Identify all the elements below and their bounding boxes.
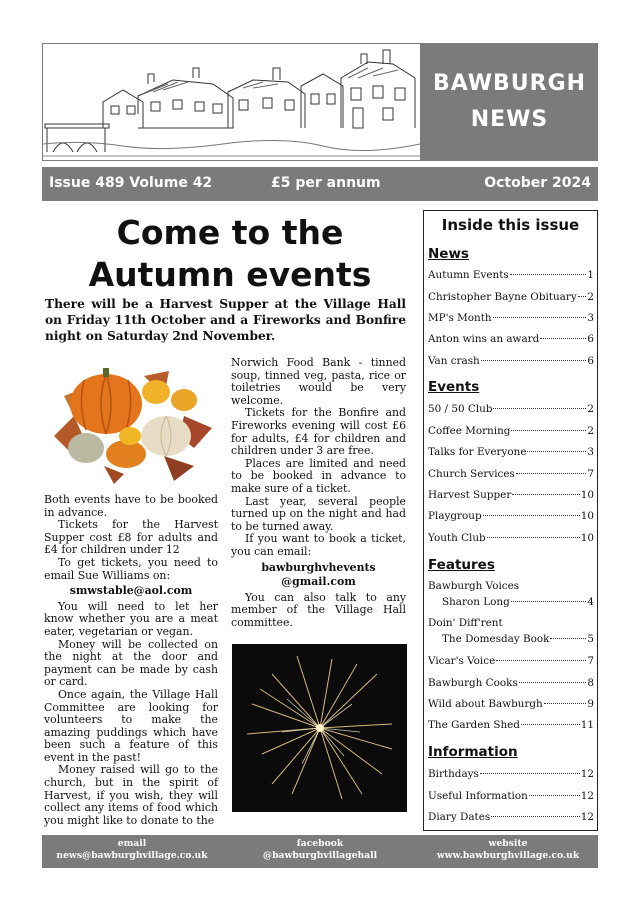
issue-number: Issue 489 Volume 42 <box>49 175 213 191</box>
col2-paragraph: You can also talk to any member of the Village Hall committee. <box>231 590 406 629</box>
col2-paragraph: Tickets for the Bonfire and Fireworks evening will cost £6 for adults, £4 for children and children under 3 are free. <box>231 406 406 458</box>
toc-heading: Inside this issue <box>441 216 580 234</box>
toc-item[interactable]: Diary Dates 12 <box>428 811 594 823</box>
col1-paragraph: To get tickets, you need to email Sue Williams on: <box>44 555 218 582</box>
masthead-title-line1: BAWBURGH <box>432 71 587 96</box>
headline-line2: Autumn events <box>88 255 372 294</box>
toc-item[interactable]: Talks for Everyone 3 <box>428 446 594 458</box>
toc-item[interactable]: Bawburgh Cooks 8 <box>428 677 594 689</box>
toc-item[interactable]: Wild about Bawburgh 9 <box>428 698 594 710</box>
col2-paragraph: Places are limited and need to be booked in advance to make sure of a ticket. <box>231 456 406 495</box>
toc-section-events: Events <box>428 379 480 395</box>
footer-email <box>52 838 212 862</box>
col1-paragraph: Both events have to be booked in advance. <box>44 493 218 519</box>
toc-item[interactable]: Harvest Supper 10 <box>428 489 594 501</box>
footer-email-label: email <box>117 838 147 849</box>
article-column-2 <box>231 357 406 629</box>
toc-item[interactable]: MP's Month 3 <box>428 312 594 324</box>
toc-section-features: Features <box>428 557 495 573</box>
inside-this-issue-box <box>423 210 598 831</box>
footer-facebook-label: facebook <box>296 838 344 849</box>
col1-paragraph: Money raised will go to the church, but in the spirit of Harvest, if you wish, they will collect any items of food which you might like to donate to the <box>44 763 218 827</box>
col1-paragraph: You will need to let her know whether you are a meat eater, vegetarian or vegan. <box>44 599 218 638</box>
masthead-title-box <box>421 43 598 161</box>
footer-facebook <box>240 838 400 862</box>
article-column-1 <box>44 494 218 827</box>
toc-item[interactable]: Playgroup 10 <box>428 510 594 522</box>
footer-website-link[interactable]: www.bawburghvillage.co.uk <box>436 850 580 861</box>
toc-item[interactable]: Anton wins an award 6 <box>428 333 594 345</box>
toc-item[interactable]: 50 / 50 Club 2 <box>428 403 594 415</box>
toc-item[interactable]: Autumn Events 1 <box>428 269 594 281</box>
masthead-sketch-image <box>42 43 421 161</box>
footer-email-link[interactable]: news@bawburghvillage.co.uk <box>56 850 208 861</box>
col1-paragraph: Money will be collected on the night at the door and payment can be made by cash or card. <box>44 637 218 689</box>
firework-image <box>232 644 407 812</box>
footer-facebook-link[interactable]: @bawburghvillagehall <box>262 850 378 861</box>
footer-website <box>428 838 588 862</box>
toc-item[interactable]: Sharon Long 4 <box>442 596 594 608</box>
toc-item[interactable]: Church Services 7 <box>428 468 594 480</box>
issue-date: October 2024 <box>484 175 591 191</box>
toc-item[interactable]: Coffee Morning 2 <box>428 425 594 437</box>
col2-paragraph: Last year, several people turned up on the night and had to be turned away. <box>231 494 406 533</box>
toc-item-heading[interactable]: Bawburgh Voices <box>428 580 520 592</box>
headline-line1: Come to the <box>116 213 344 252</box>
harvest-supper-email[interactable]: smwstable@aol.com <box>69 584 193 598</box>
toc-item[interactable]: The Garden Shed 11 <box>428 719 594 731</box>
article-intro: There will be a Harvest Supper at the Village Hall on Friday 11th October and a Fireworks and Bonfire night on Saturday 2nd November. <box>45 297 406 343</box>
footer-bar <box>42 835 598 868</box>
issue-price: £5 per annum <box>271 175 381 191</box>
col1-paragraph: Tickets for the Harvest Supper cost £8 for adults and £4 for children under 12 <box>44 518 218 557</box>
col2-paragraph: Norwich Food Bank - tinned soup, tinned veg, pasta, rice or toiletries would be very welcome. <box>231 356 406 407</box>
col1-paragraph: Once again, the Village Hall Committee are looking for volunteers to make the amazing puddings which have been such a feature of this event in the past! <box>44 687 218 764</box>
footer-website-label: website <box>488 838 528 849</box>
pumpkins-image <box>44 356 218 486</box>
issue-bar <box>42 167 598 201</box>
toc-item[interactable]: Youth Club 10 <box>428 532 594 544</box>
toc-item[interactable]: Useful Information 12 <box>428 790 594 802</box>
bonfire-email-line2[interactable]: @gmail.com <box>281 575 356 589</box>
toc-item[interactable]: Birthdays 12 <box>428 768 594 780</box>
toc-item[interactable]: Van crash 6 <box>428 355 594 367</box>
article-headline <box>44 212 416 296</box>
toc-section-news: News <box>428 246 469 262</box>
toc-item-heading[interactable]: Doin' Diff'rent <box>428 617 503 629</box>
toc-item[interactable]: Christopher Bayne Obituary 2 <box>428 291 594 303</box>
col2-paragraph: If you want to book a ticket, you can email: <box>231 532 406 558</box>
toc-item[interactable]: The Domesday Book 5 <box>442 633 594 645</box>
masthead-title-line2: NEWS <box>470 107 549 132</box>
bonfire-email-line1[interactable]: bawburghvhevents <box>261 560 376 574</box>
toc-section-information: Information <box>428 744 518 760</box>
toc-item[interactable]: Vicar's Voice 7 <box>428 655 594 667</box>
